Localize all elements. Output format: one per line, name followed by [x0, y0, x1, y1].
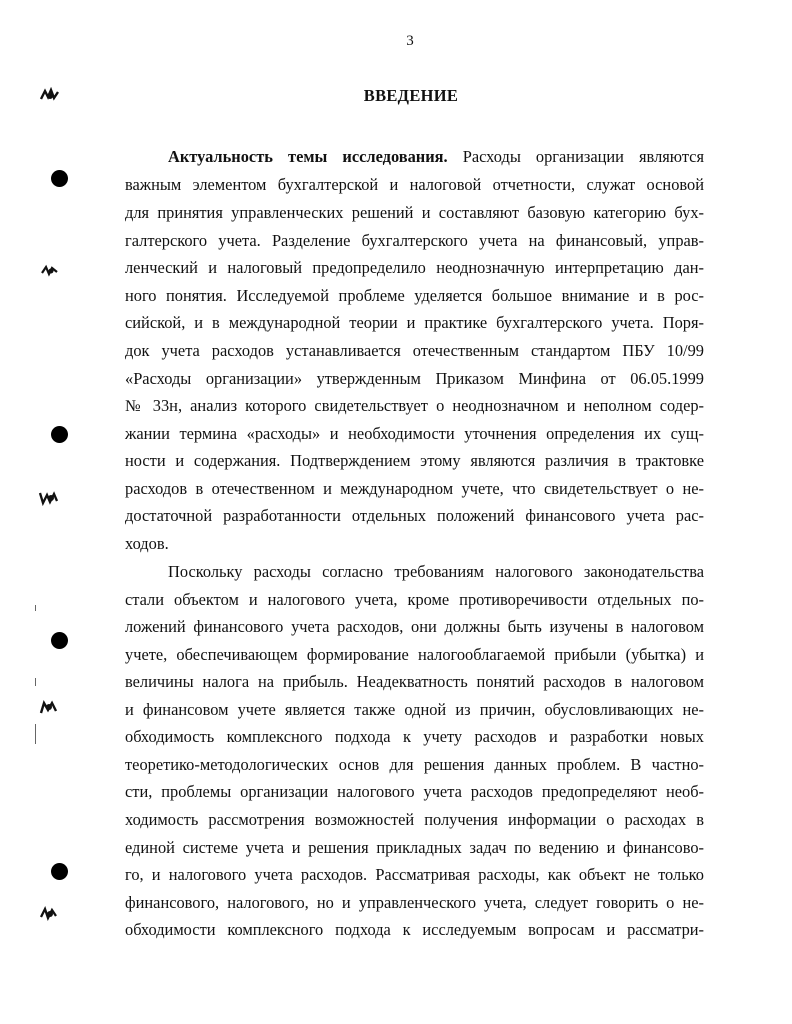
text-line: ходов. [125, 534, 169, 553]
text-line: сийской, и в международной теории и практике бухгалтерского учета. Поря- [125, 313, 704, 332]
text-line: единой системе учета и решения прикладных задач по ведению и финансово- [125, 838, 704, 857]
text-line: «Расходы организации» утвержденным Приказом Минфина от 06.05.1999 [125, 369, 704, 388]
margin-tick [35, 724, 36, 744]
binding-hole [51, 170, 68, 187]
staple-mark [39, 87, 61, 105]
staple-mark [39, 262, 61, 280]
text-line: обходимость комплексного подхода к учету расходов и разработки новых [125, 727, 704, 746]
staple-mark [38, 699, 60, 717]
text-line: док учета расходов устанавливается отечественным стандартом ПБУ 10/99 [125, 341, 704, 360]
staple-mark [38, 489, 60, 507]
binding-hole [51, 426, 68, 443]
text-line: № 33н, анализ которого свидетельствует о неоднозначном и неполном содер- [125, 396, 704, 415]
text-line: сти, проблемы организации налогового учета расходов предопределяют необ- [125, 782, 704, 801]
binding-hole [51, 863, 68, 880]
text-line: для принятия управленческих решений и составляют базовую категорию бух- [125, 203, 704, 222]
text-line: величины налога на прибыль. Неадекватность понятий расходов в налоговом [125, 672, 704, 691]
lead-bold: Актуальность темы исследования. [168, 147, 448, 166]
page-number: 3 [406, 33, 414, 49]
margin-tick [35, 678, 36, 686]
text-line: жании термина «расходы» и необходимости уточнения определения их сущ- [125, 424, 704, 443]
text-line: ного понятия. Исследуемой проблеме уделяется большое внимание и в рос- [125, 286, 704, 305]
text-line: расходов в отечественном и международном учете, что свидетельствует о не- [125, 479, 704, 498]
text-line: Поскольку расходы согласно требованиям налогового законодательства [168, 562, 704, 581]
text-line: стали объектом и налогового учета, кроме противоречивости отдельных по- [125, 590, 704, 609]
staple-mark [38, 905, 60, 923]
text-line: учете, обеспечивающем формирование налогооблагаемой прибыли (убытка) и [125, 645, 704, 664]
text-line: финансового, налогового, но и управленческого учета, следует говорить о не- [125, 893, 704, 912]
text-line: достаточной разработанности отдельных положений финансового учета рас- [125, 506, 704, 525]
text-line: ложений финансового учета расходов, они должны быть изучены в налоговом [125, 617, 704, 636]
text-line [168, 147, 704, 167]
text-line: важным элементом бухгалтерской и налоговой отчетности, служат основой [125, 175, 704, 194]
margin-tick [35, 605, 36, 611]
text-line: ности и содержания. Подтверждением этому являются различия в трактовке [125, 451, 704, 470]
text-line: ходимость рассмотрения возможностей получения информации о расходах в [125, 810, 704, 829]
text-line: ленческий и налоговый предопределило неоднозначную интерпретацию дан- [125, 258, 704, 277]
text-line: го, и налогового учета расходов. Рассматривая расходы, как объект не только [125, 865, 704, 884]
text-line: и финансовом учете является также одной из причин, обусловливающих не- [125, 700, 704, 719]
text-line: галтерского учета. Разделение бухгалтерского учета на финансовый, управ- [125, 231, 704, 250]
binding-hole [51, 632, 68, 649]
text-line: обходимости комплексного подхода к исследуемым вопросам и рассматри- [125, 920, 704, 939]
text-line: теоретико-методологических основ для решения данных проблем. В частно- [125, 755, 704, 774]
text-line-rest: Расходы организации являются [462, 147, 704, 166]
section-heading: ВВЕДЕНИЕ [363, 86, 459, 105]
